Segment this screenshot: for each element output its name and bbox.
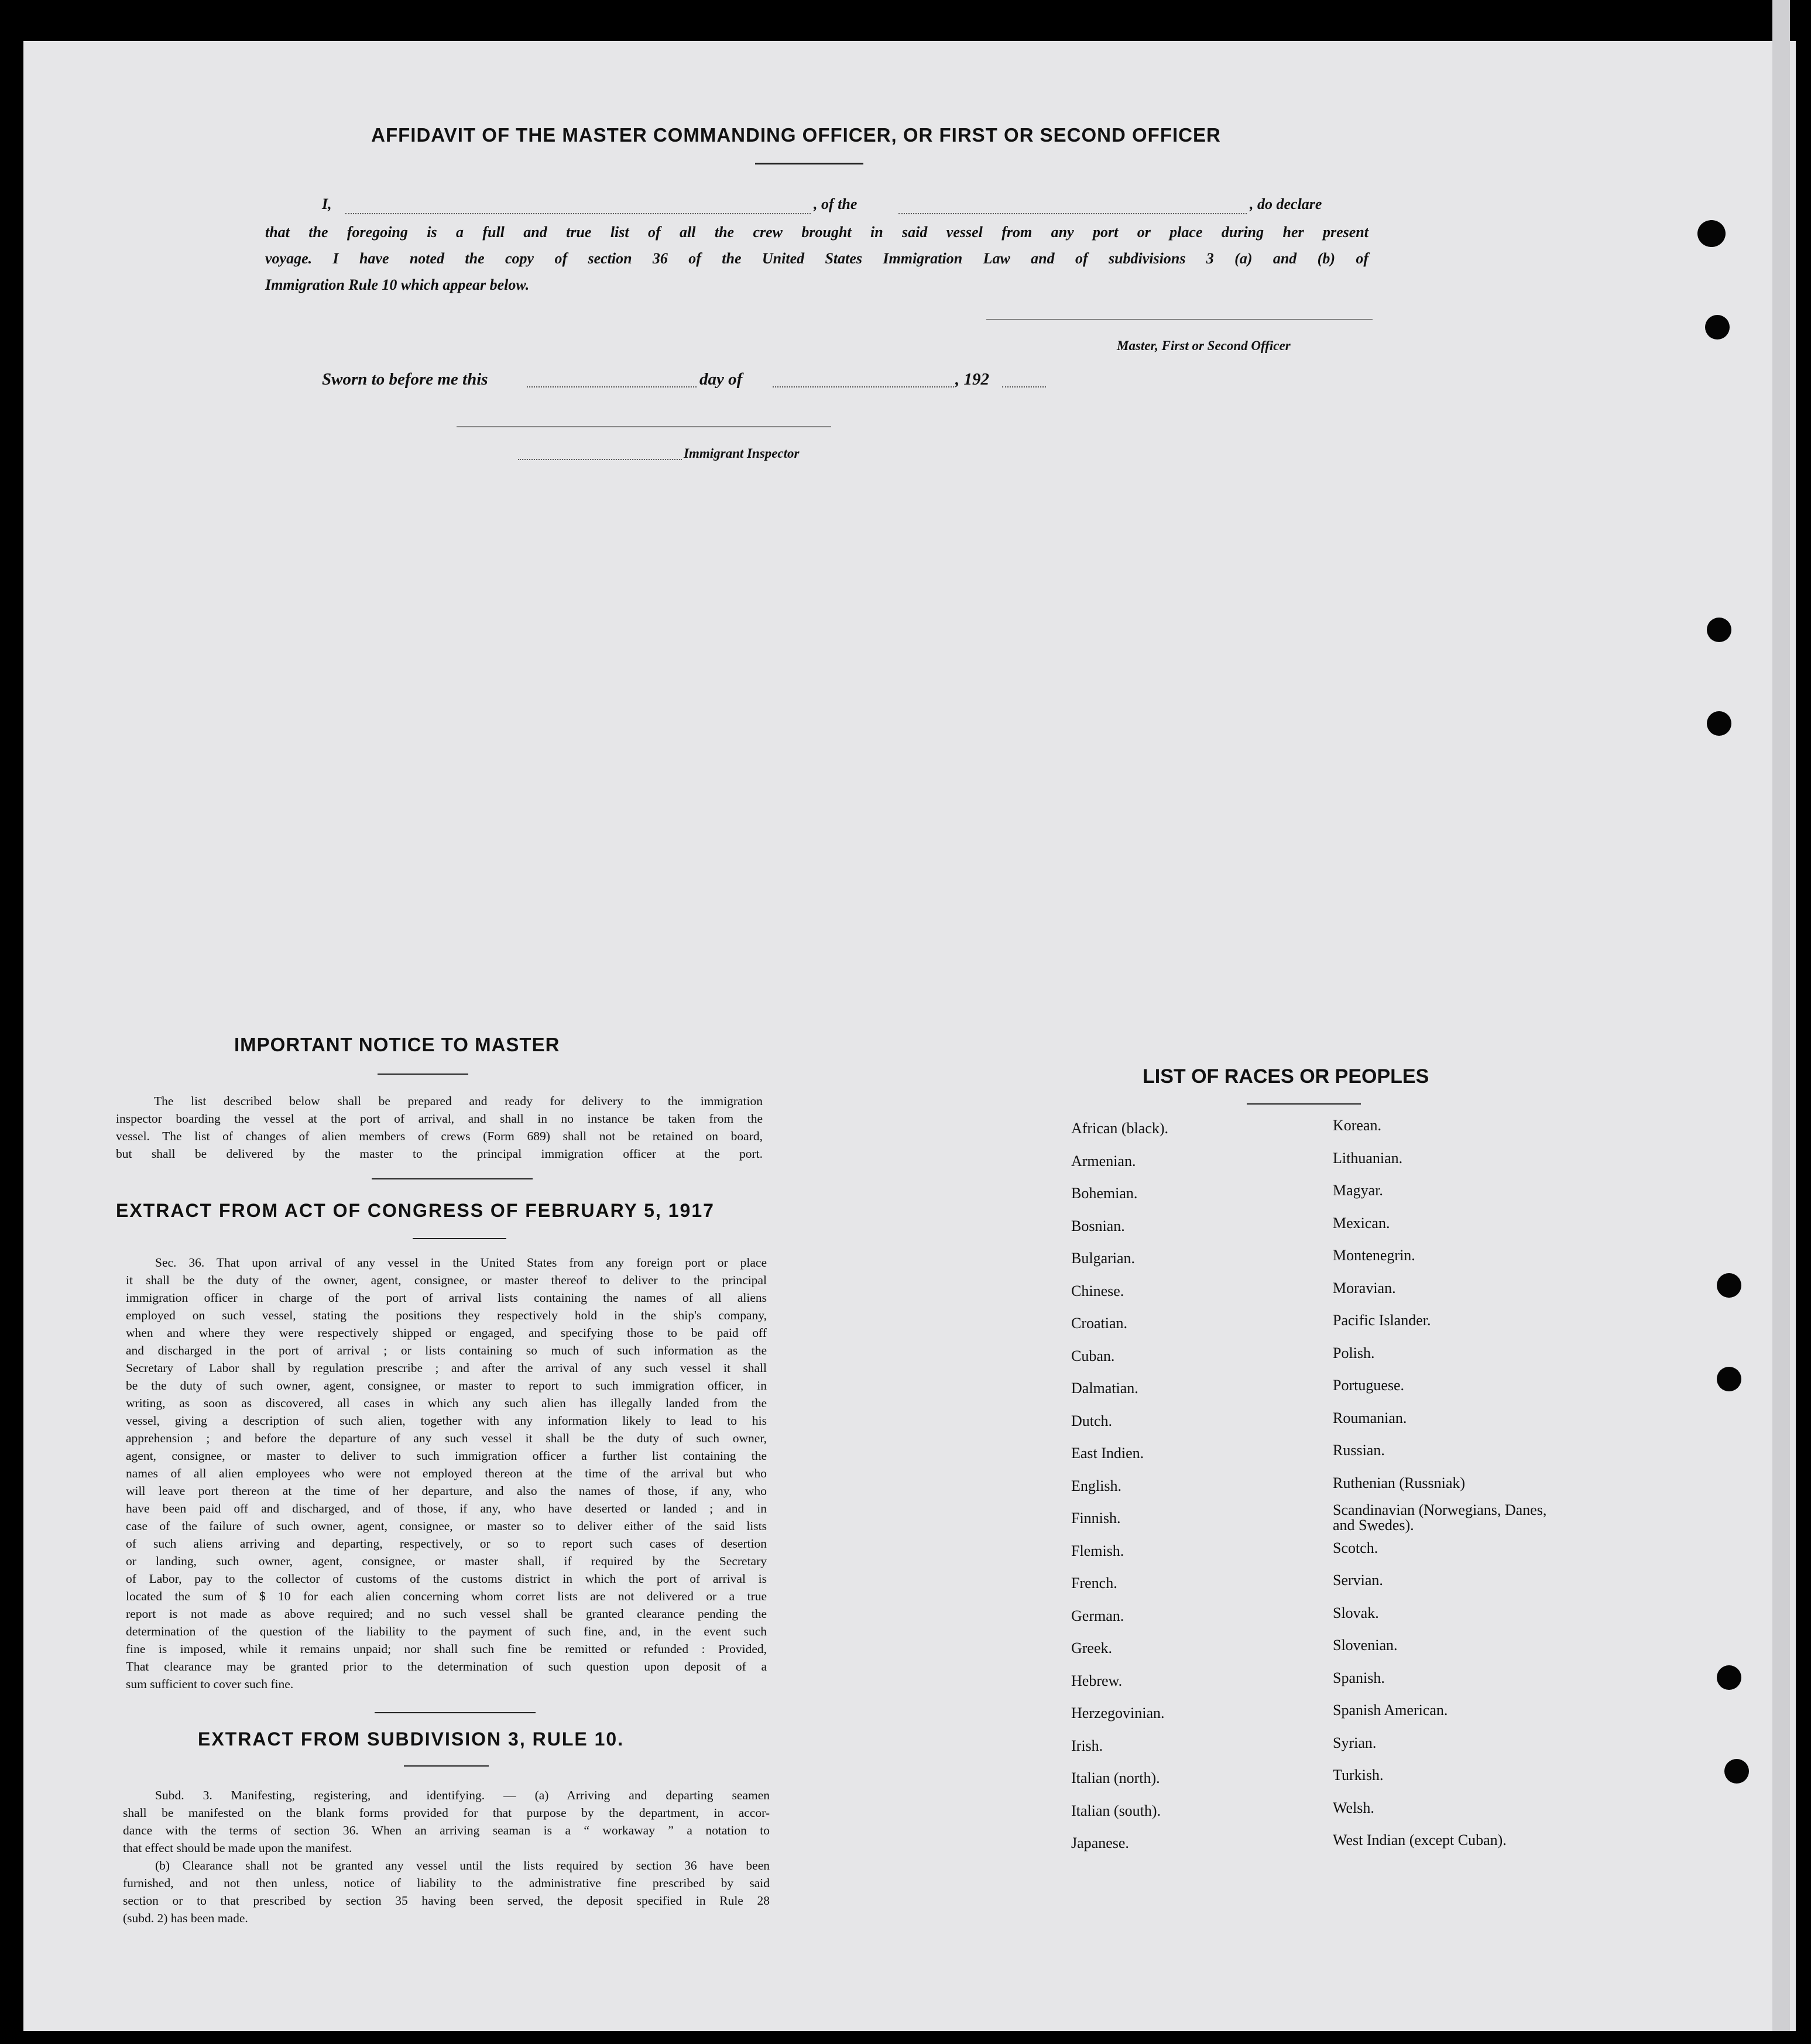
sworn-year-field[interactable]	[1002, 386, 1046, 387]
race-item: Pacific Islander.	[1333, 1312, 1431, 1329]
act-title: EXTRACT FROM ACT OF CONGRESS OF FEBRUARY 5, 1917	[116, 1200, 715, 1221]
race-item: Russian.	[1333, 1442, 1385, 1459]
race-item: Welsh.	[1333, 1799, 1374, 1816]
race-item: Servian.	[1333, 1572, 1383, 1589]
act-title-rule	[413, 1238, 506, 1239]
race-item: Spanish American.	[1333, 1702, 1448, 1719]
rule-line: dance with the terms of section 36. When an arriving seaman is a “ workaway ” a notation to	[123, 1823, 770, 1837]
act-line: sum sufficient to cover such fine.	[126, 1677, 294, 1691]
sworn-label: Sworn to before me this	[322, 370, 488, 389]
rule-title-rule	[404, 1765, 489, 1767]
race-item: Armenian.	[1071, 1152, 1136, 1170]
rule-text	[123, 1786, 770, 1927]
inspector-signature-field[interactable]	[457, 426, 831, 427]
act-line: immigration officer in charge of the port of arrival lists containing the names of all aliens	[126, 1291, 767, 1305]
page-edge	[1772, 0, 1790, 2031]
master-signature-field[interactable]	[986, 319, 1373, 320]
race-item: Scotch.	[1333, 1539, 1378, 1556]
race-item: Lithuanian.	[1333, 1149, 1403, 1167]
race-item: Italian (north).	[1071, 1769, 1160, 1786]
affidavit-title: AFFIDAVIT OF THE MASTER COMMANDING OFFICER, OR FIRST OR SECOND OFFICER	[371, 124, 1221, 146]
rule-line: section or to that prescribed by section 35 having been served, the deposit specified in Rule 28	[123, 1894, 770, 1908]
act-text	[126, 1254, 767, 1693]
rule-line: (b) Clearance shall not be granted any vessel until the lists required by section 36 have been	[155, 1858, 770, 1872]
act-divider	[375, 1712, 536, 1713]
races-title: LIST OF RACES OR PEOPLES	[1143, 1065, 1429, 1088]
rule-line: Subd. 3. Manifesting, registering, and identifying. — (a) Arriving and departing seamen	[155, 1788, 770, 1802]
race-item: West Indian (except Cuban).	[1333, 1832, 1507, 1848]
race-item: Roumanian.	[1333, 1409, 1407, 1426]
punch-hole	[1705, 315, 1730, 339]
act-line: fine is imposed, while it remains unpaid; nor shall such fine be remitted or refunded : Provided,	[126, 1642, 767, 1656]
act-line: Secretary of Labor shall by regulation prescribe ; and after the arrival of any such vessel it shall	[126, 1361, 767, 1375]
act-line: agent, consignee, or master to deliver to such immigration officer a further list containing the	[126, 1449, 767, 1463]
race-item: Syrian.	[1333, 1734, 1377, 1751]
act-line: or landing, such owner, agent, consignee, or master shall, if required by the Secretary	[126, 1554, 767, 1568]
race-item: Magyar.	[1333, 1182, 1383, 1199]
act-line: have been paid off and discharged, and of those, if any, who have deserted or landed ; and in	[126, 1501, 767, 1515]
day-of-label: day of	[699, 370, 743, 389]
affidavit-body-line-2: voyage. I have noted the copy of section 36 of the United States Immigration Law and of subdivisions 3 (a) and (b) of	[265, 250, 1368, 267]
race-item: Dalmatian.	[1071, 1380, 1138, 1397]
race-item: Ruthenian (Russniak)	[1333, 1474, 1466, 1491]
race-item: Bulgarian.	[1071, 1250, 1136, 1267]
act-line: when and where they were respectively shipped or engaged, and specifying those to be paid off	[126, 1326, 767, 1340]
race-item: French.	[1071, 1575, 1117, 1592]
race-item: East Indien.	[1071, 1445, 1144, 1462]
act-line: apprehension ; and before the departure of any such vessel it shall be the duty of such owner,	[126, 1431, 767, 1445]
race-item: African (black).	[1071, 1120, 1169, 1137]
races-left-column	[1071, 1112, 1168, 1860]
punch-hole	[1707, 711, 1731, 736]
race-item: Slovenian.	[1333, 1637, 1398, 1654]
punch-hole	[1717, 1273, 1741, 1298]
race-item: Moravian.	[1333, 1279, 1396, 1297]
act-line: employed on such vessel, stating the positions they respectively hold in the ship's company,	[126, 1308, 767, 1322]
act-line: writing, as soon as discovered, all cases in which any such alien has illegally landed from the	[126, 1396, 767, 1410]
rule-line: shall be manifested on the blank forms provided for that purpose by the department, in accor-	[123, 1806, 770, 1820]
race-item: Scandinavian (Norwegians, Danes, and Swedes).	[1333, 1501, 1547, 1534]
sworn-month-field[interactable]	[773, 386, 954, 387]
race-item: Mexican.	[1333, 1214, 1390, 1232]
act-line: be the duty of such owner, agent, consignee, or master to report to such immigration officer, in	[126, 1378, 767, 1393]
race-item: Flemish.	[1071, 1542, 1124, 1559]
inspector-caption: Immigrant Inspector	[684, 446, 800, 461]
notice-line: inspector boarding the vessel at the port of arrival, and shall in no instance be taken from the	[116, 1112, 763, 1126]
race-item: Bohemian.	[1071, 1185, 1138, 1202]
race-item: Greek.	[1071, 1640, 1113, 1657]
act-line: case of the failure of such owner, agent, consignee, or master so to deliver either of the said lists	[126, 1519, 767, 1533]
race-item: Irish.	[1071, 1737, 1103, 1754]
races-right-column	[1333, 1109, 1549, 1857]
act-line: That clearance may be granted prior to the determination of such question upon deposit of a	[126, 1659, 767, 1673]
year-label: , 192	[955, 370, 989, 389]
race-item: Herzegovinian.	[1071, 1705, 1165, 1721]
act-line: will leave port thereon at the time of her departure, and also the names of those, if any, who	[126, 1484, 767, 1498]
act-line: located the sum of $ 10 for each alien concerning whom corret lists are not delivered or a true	[126, 1589, 767, 1603]
rule-title: EXTRACT FROM SUBDIVISION 3, RULE 10.	[198, 1729, 625, 1750]
punch-hole	[1707, 618, 1731, 642]
affidavit-body-line-3: Immigration Rule 10 which appear below.	[265, 276, 530, 293]
race-item: Japanese.	[1071, 1834, 1129, 1851]
vessel-field[interactable]	[898, 213, 1247, 214]
inspector-caption-line	[518, 459, 682, 460]
race-item: Cuban.	[1071, 1347, 1115, 1364]
sworn-day-field[interactable]	[527, 386, 697, 387]
punch-hole	[1717, 1665, 1741, 1690]
act-line: and discharged in the port of arrival ; or lists containing so much of such information as the	[126, 1343, 767, 1357]
notice-line: vessel. The list of changes of alien members of crews (Form 689) shall not be retained on board,	[116, 1129, 763, 1143]
race-item: Portuguese.	[1333, 1377, 1405, 1394]
notice-divider	[372, 1178, 533, 1179]
race-item: Hebrew.	[1071, 1672, 1123, 1689]
notice-line: but shall be delivered by the master to the principal immigration officer at the port.	[116, 1147, 763, 1161]
race-item: Bosnian.	[1071, 1217, 1125, 1234]
notice-title-rule	[378, 1074, 468, 1075]
notice-title: IMPORTANT NOTICE TO MASTER	[234, 1034, 560, 1055]
race-item: Spanish.	[1333, 1669, 1385, 1686]
race-item: Finnish.	[1071, 1510, 1121, 1527]
affidavit-of-the-label: , of the	[814, 196, 858, 212]
rule-line: that effect should be made upon the manifest.	[123, 1841, 352, 1855]
affidavit-body-line-1: that the foregoing is a full and true list of all the crew brought in said vessel from any port or place during her present	[265, 224, 1368, 241]
act-line: it shall be the duty of the owner, agent, consignee, or master thereof to deliver to the principal	[126, 1273, 767, 1287]
race-item: Polish.	[1333, 1344, 1375, 1361]
race-item: Turkish.	[1333, 1767, 1384, 1784]
act-line: Sec. 36. That upon arrival of any vessel in the United States from any foreign port or place	[155, 1256, 767, 1270]
punch-hole	[1724, 1759, 1749, 1784]
race-item: Slovak.	[1333, 1604, 1379, 1621]
rule-line: furnished, and not then unless, notice of liability to the administrative fine prescribed by said	[123, 1876, 770, 1890]
act-line: report is not made as above required; and no such vessel shall be granted clearance pending the	[126, 1607, 767, 1621]
affidavit-title-rule	[755, 163, 863, 164]
race-item: Italian (south).	[1071, 1802, 1161, 1819]
name-field[interactable]	[345, 213, 811, 214]
act-line: determination of the question of the liability to the payment of such fine, and, in the event such	[126, 1624, 767, 1638]
punch-hole	[1717, 1367, 1741, 1391]
race-item: Montenegrin.	[1333, 1247, 1415, 1264]
rule-line: (subd. 2) has been made.	[123, 1911, 248, 1925]
race-item: German.	[1071, 1607, 1124, 1624]
act-line: names of all alien employees who were not employed thereon at the time of the arrival but who	[126, 1466, 767, 1480]
race-item: English.	[1071, 1477, 1121, 1494]
race-item: Croatian.	[1071, 1315, 1128, 1332]
act-line: of such aliens arriving and departing, respectively, or so to report such cases of desertion	[126, 1537, 767, 1551]
act-line: vessel, giving a description of such alien, together with any information likely to lead to his	[126, 1414, 767, 1428]
race-item: Chinese.	[1071, 1282, 1124, 1299]
race-item: Dutch.	[1071, 1412, 1113, 1429]
act-line: of Labor, pay to the collector of customs of the customs district in which the port of arrival is	[126, 1572, 767, 1586]
notice-line: The list described below shall be prepared and ready for delivery to the immigration	[154, 1094, 763, 1108]
races-title-rule	[1247, 1103, 1361, 1105]
affidavit-i-label: I,	[322, 196, 332, 212]
master-caption: Master, First or Second Officer	[1117, 338, 1291, 353]
affidavit-declare-label: , do declare	[1250, 196, 1322, 212]
race-item: Korean.	[1333, 1117, 1382, 1134]
punch-hole	[1697, 220, 1726, 247]
notice-text	[116, 1092, 763, 1162]
